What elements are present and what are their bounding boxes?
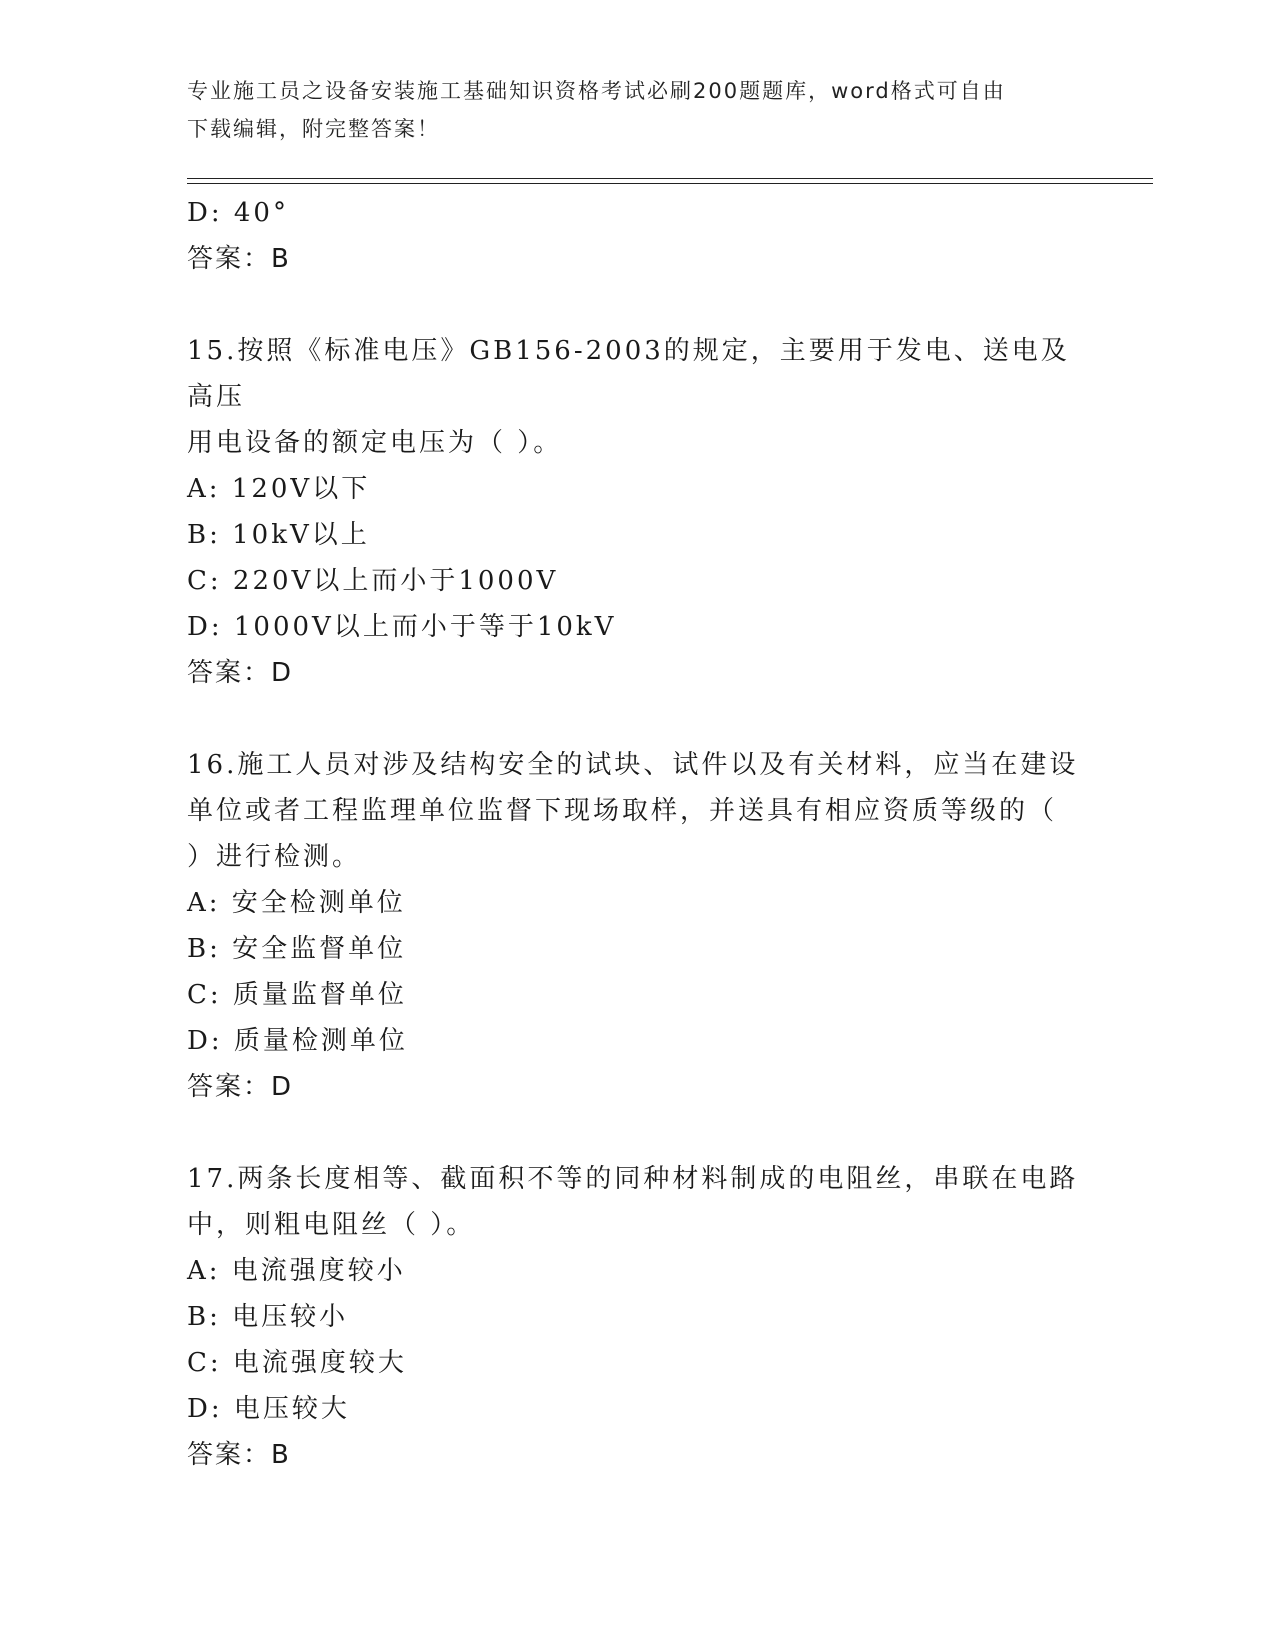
spacer bbox=[187, 696, 1087, 742]
option-d: D: 电压较大 bbox=[187, 1394, 350, 1424]
question-text-line: 用电设备的额定电压为（ ）。 bbox=[187, 428, 563, 458]
header-line-2: 下载编辑，附完整答案！ bbox=[187, 117, 440, 141]
option-c: C: 220V以上而小于1000V bbox=[187, 566, 559, 596]
option-a: A: 安全检测单位 bbox=[187, 888, 406, 918]
option-d: D: 质量检测单位 bbox=[187, 1026, 408, 1056]
option-c: C: 质量监督单位 bbox=[187, 980, 407, 1010]
answer: 答案：D bbox=[187, 1072, 294, 1102]
question-text-line: 15.按照《标准电压》GB156-2003的规定，主要用于发电、送电及高压 bbox=[187, 336, 1070, 412]
question-text-line: 17.两条长度相等、截面积不等的同种材料制成的电阻丝，串联在电路 bbox=[187, 1164, 1079, 1194]
spacer bbox=[187, 282, 1087, 328]
question-text-line: 单位或者工程监理单位监督下现场取样，并送具有相应资质等级的（ bbox=[187, 796, 1058, 826]
question-15 bbox=[187, 328, 1087, 696]
prev-option-d: D: 40° bbox=[187, 198, 289, 228]
document-body bbox=[187, 190, 1087, 1478]
question-17 bbox=[187, 1156, 1087, 1478]
option-b: B: 电压较小 bbox=[187, 1302, 349, 1332]
answer: 答案：D bbox=[187, 658, 294, 688]
prev-answer: 答案：B bbox=[187, 244, 291, 274]
option-b: B: 安全监督单位 bbox=[187, 934, 407, 964]
answer: 答案：B bbox=[187, 1440, 291, 1470]
header-divider-bottom bbox=[187, 183, 1153, 184]
option-c: C: 电流强度较大 bbox=[187, 1348, 407, 1378]
document-header bbox=[187, 72, 1087, 148]
option-a: A: 电流强度较小 bbox=[187, 1256, 406, 1286]
option-b: B: 10kV以上 bbox=[187, 520, 370, 550]
option-d: D: 1000V以上而小于等于10kV bbox=[187, 612, 617, 642]
question-text-line: 16.施工人员对涉及结构安全的试块、试件以及有关材料，应当在建设 bbox=[187, 750, 1079, 780]
question-text-line: 中，则粗电阻丝（ ）。 bbox=[187, 1210, 476, 1240]
question-16 bbox=[187, 742, 1087, 1110]
question-text-line: ）进行检测。 bbox=[187, 842, 362, 872]
header-divider-top bbox=[187, 178, 1153, 179]
option-a: A: 120V以下 bbox=[187, 474, 371, 504]
spacer bbox=[187, 1110, 1087, 1156]
header-line-1: 专业施工员之设备安装施工基础知识资格考试必刷200题题库，word格式可自由 bbox=[187, 79, 1006, 103]
